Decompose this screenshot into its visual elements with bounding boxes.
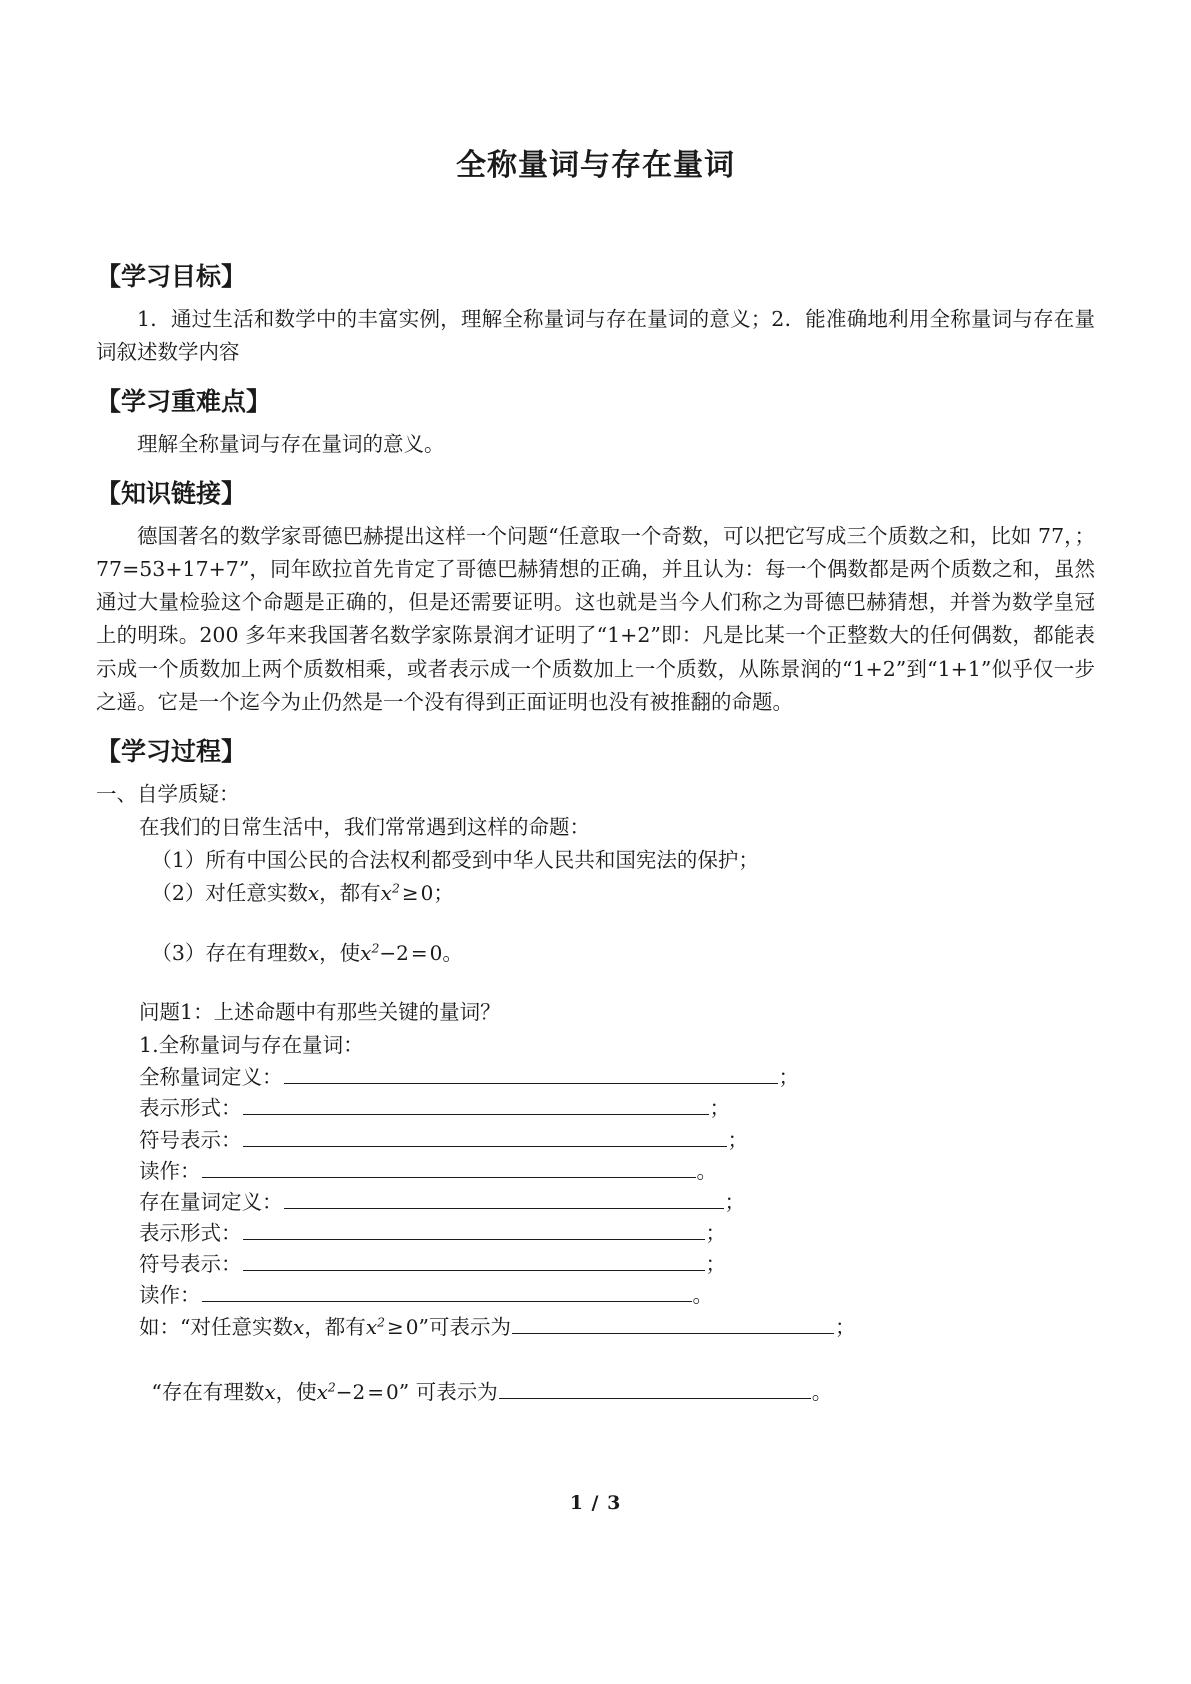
blank-input-line[interactable]: [243, 1095, 709, 1115]
blank-label: 表示形式：: [139, 1221, 242, 1246]
spacer: [96, 970, 1095, 996]
knowledge-link-body: 德国著名的数学家哥德巴赫提出这样一个问题“任意取一个奇数，可以把它写成三个质数之和，比如 77，；77=53+17+7”，同年欧拉首先肯定了哥德巴赫猜想的正确，并且认为：每一个偶数都是两个质数之和，虽然通过大量检验这个命题是正确的，但是还需要证明。这也就是当今人们称之为哥德巴赫猜想，并誉为数学皇冠上的明珠。200 多年来我国著名数学家陈景润才证明了“1+2”即：凡是比某一个正整数大的任何偶数，都能表示成一个质数加上两个质数相乘，或者表示成一个质数加上一个质数，从陈景润的“1+2”到“1+1”似乎仅一步之遥。它是一个迄今为止仍然是一个没有得到正面证明也没有被推翻的命题。: [96, 523, 1095, 714]
blank-row-read-as-1: [96, 1156, 1095, 1187]
spacer: [96, 769, 1095, 778]
spacer: [96, 911, 1095, 937]
example-mid: ，都有: [304, 1314, 366, 1339]
section-heading-knowledge-link: 【知识链接】: [96, 479, 247, 509]
blank-input-line[interactable]: [243, 1251, 705, 1271]
blank-label: 全称量词定义：: [139, 1065, 283, 1090]
example-formula: $x^2-2 = 0$: [316, 1379, 399, 1404]
proposition-1-marker: （1）: [151, 848, 206, 873]
blank-input-line[interactable]: [243, 1126, 727, 1146]
proposition-3-mid: ，使: [319, 940, 361, 965]
proposition-1: [96, 844, 1095, 877]
blank-input-line[interactable]: [243, 1220, 705, 1240]
spacer: [96, 419, 1095, 428]
blank-row-quantifier-definition: [96, 1062, 1095, 1093]
proposition-2-variable: x: [307, 881, 320, 906]
proposition-2-mid: ，都有: [319, 881, 381, 906]
process-subsection-1: 一、自学质疑：: [96, 781, 240, 806]
item-1-heading: 1.全称量词与存在量词：: [139, 1033, 364, 1058]
blank-row-read-as-2: [96, 1280, 1095, 1311]
objectives-body: 1．通过生活和数学中的丰富实例，理解全称量词与存在量词的意义；2．能准确地利用全称量词与存在量词叙述数学内容: [96, 306, 1095, 364]
spacer: [96, 719, 1095, 735]
blank-terminator: ；: [709, 1096, 731, 1121]
blank-label: 读作：: [139, 1283, 201, 1308]
proposition-3-suffix: 。: [442, 940, 463, 965]
blank-input-line[interactable]: [202, 1282, 692, 1302]
blank-input-line[interactable]: [202, 1157, 696, 1177]
process-intro: 在我们的日常生活中，我们常常遇到这样的命题：: [139, 815, 591, 840]
example-variable: x: [293, 1314, 305, 1339]
example-row-existential: [96, 1377, 1095, 1408]
blank-label: 存在量词定义：: [139, 1189, 283, 1214]
proposition-1-text: 所有中国公民的合法权利都受到中华人民共和国宪法的保护；: [205, 848, 759, 873]
example-after: ”: [398, 1379, 410, 1404]
spacer: [96, 461, 1095, 477]
example-mid: ，使: [275, 1379, 317, 1404]
blank-terminator: 。: [692, 1283, 714, 1308]
proposition-3: [96, 937, 1095, 970]
blank-input-line[interactable]: [284, 1188, 724, 1208]
example-row-universal: [96, 1312, 1095, 1343]
example-lead: 如：“对任意实数: [139, 1314, 294, 1339]
blank-label: 符号表示：: [139, 1252, 242, 1277]
blank-terminator: ；: [727, 1127, 749, 1152]
proposition-2-suffix: ；: [433, 881, 454, 906]
example-terminator: 。: [811, 1379, 833, 1404]
example-lead: “存在有理数: [151, 1379, 265, 1404]
proposition-2-marker: （2）: [151, 881, 206, 906]
blank-label: 表示形式：: [139, 1096, 242, 1121]
proposition-2-formula: $x^2 \ge 0$: [380, 880, 434, 906]
blank-row-symbol-2: [96, 1249, 1095, 1280]
spacer: [96, 511, 1095, 520]
example-formula: $x^2 \ge 0$: [365, 1313, 419, 1339]
proposition-3-variable: x: [307, 940, 320, 965]
blank-terminator: ；: [705, 1252, 727, 1277]
blank-terminator: ；: [778, 1065, 800, 1090]
example-after: ”可表示为: [418, 1314, 511, 1339]
blank-input-line[interactable]: [512, 1313, 834, 1333]
spacer: [96, 369, 1095, 385]
blank-terminator: 。: [696, 1158, 718, 1183]
example-after2: 可表示为: [415, 1379, 498, 1404]
blank-row-expression-form-2: [96, 1218, 1095, 1249]
question-1: 问题1：上述命题中有那些关键的量词？: [139, 999, 501, 1024]
blank-terminator: ；: [705, 1221, 727, 1246]
title-spacer: [96, 184, 1095, 260]
blank-input-line[interactable]: [499, 1378, 811, 1398]
page-number-footer: 1 / 3: [569, 1492, 622, 1514]
blank-label: 符号表示：: [139, 1127, 242, 1152]
spacer: [96, 294, 1095, 303]
section-heading-objectives: 【学习目标】: [96, 262, 247, 291]
proposition-2: [96, 877, 1095, 910]
section-heading-process: 【学习过程】: [96, 737, 247, 767]
blank-row-symbol-1: [96, 1125, 1095, 1156]
blank-terminator: ；: [724, 1189, 746, 1214]
spacer: [96, 1343, 1095, 1377]
example-terminator: ；: [834, 1314, 856, 1339]
blank-row-expression-form-1: [96, 1093, 1095, 1124]
blank-input-line[interactable]: [284, 1064, 778, 1084]
section-heading-key-points: 【学习重难点】: [96, 387, 272, 417]
proposition-2-prefix: 对任意实数: [205, 881, 308, 906]
proposition-3-marker: （3）: [151, 940, 206, 965]
key-points-body: 理解全称量词与存在量词的意义。: [137, 431, 445, 456]
proposition-3-formula: $x^2-2 = 0$: [360, 939, 443, 965]
blank-row-existential-definition: [96, 1187, 1095, 1218]
proposition-3-prefix: 存在有理数: [205, 940, 308, 965]
example-variable: x: [264, 1379, 276, 1404]
blank-label: 读作：: [139, 1158, 201, 1183]
page-title: 全称量词与存在量词: [456, 148, 735, 183]
